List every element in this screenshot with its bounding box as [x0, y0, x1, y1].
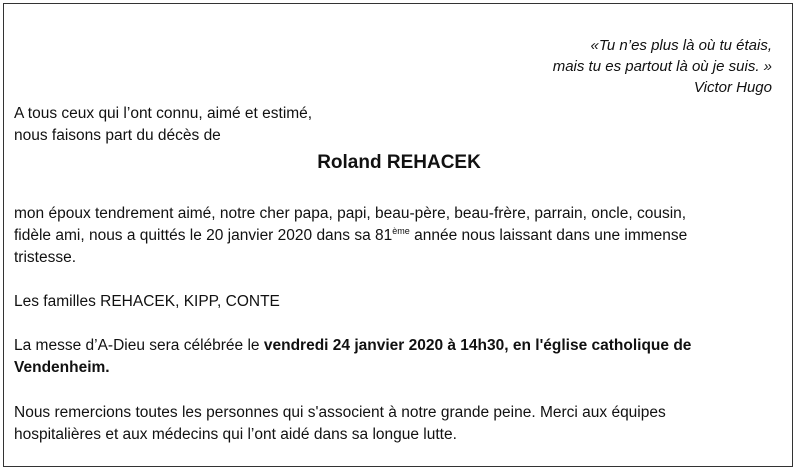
thanks-line-2: hospitalières et aux médecins qui l’ont aidé dans sa longue lutte.	[14, 426, 457, 443]
tribute-line-3: tristesse.	[14, 249, 77, 266]
ordinal-suffix: ème	[392, 226, 410, 236]
tribute-line-2-end: année nous laissant dans une immense	[409, 227, 688, 244]
intro-line-1: A tous ceux qui l’ont connu, aimé et estimé,	[14, 105, 313, 122]
ceremony-line-2	[14, 357, 784, 379]
tribute-line-1: mon époux tendrement aimé, notre cher papa, papi, beau-père, beau-frère, parrain, oncle, cousin,	[14, 205, 687, 222]
quote-line-2: mais tu es partout là où je suis. »	[552, 58, 772, 75]
quote-block	[553, 35, 772, 98]
thanks-line-1: Nous remercions toutes les personnes qui s'associent à notre grande peine. Merci aux équipes	[14, 404, 666, 421]
ceremony-paragraph	[14, 335, 784, 379]
families-line: Les familles REHACEK, KIPP, CONTE	[14, 293, 280, 310]
deceased-name: Roland REHACEK	[317, 152, 481, 173]
quote-line-1: «Tu n’es plus là où tu étais,	[590, 37, 772, 54]
intro-block	[14, 103, 312, 147]
quote-author: Victor Hugo	[693, 79, 772, 96]
ceremony-line-1	[14, 335, 784, 357]
families-paragraph	[14, 291, 784, 313]
ceremony-details-1: vendredi 24 janvier 2020 à 14h30, en l'église catholique de	[263, 337, 692, 354]
intro-line-2: nous faisons part du décès de	[14, 127, 221, 144]
tribute-line-2	[14, 225, 784, 247]
ceremony-details-2: Vendenheim.	[14, 359, 110, 376]
ceremony-intro: La messe d’A-Dieu sera célébrée le	[14, 337, 264, 354]
obituary-notice	[3, 3, 793, 467]
tribute-line-2-start: fidèle ami, nous a quittés le 20 janvier 2020 dans sa 81	[14, 227, 393, 244]
tribute-paragraph	[14, 203, 784, 269]
thanks-paragraph	[14, 402, 784, 446]
